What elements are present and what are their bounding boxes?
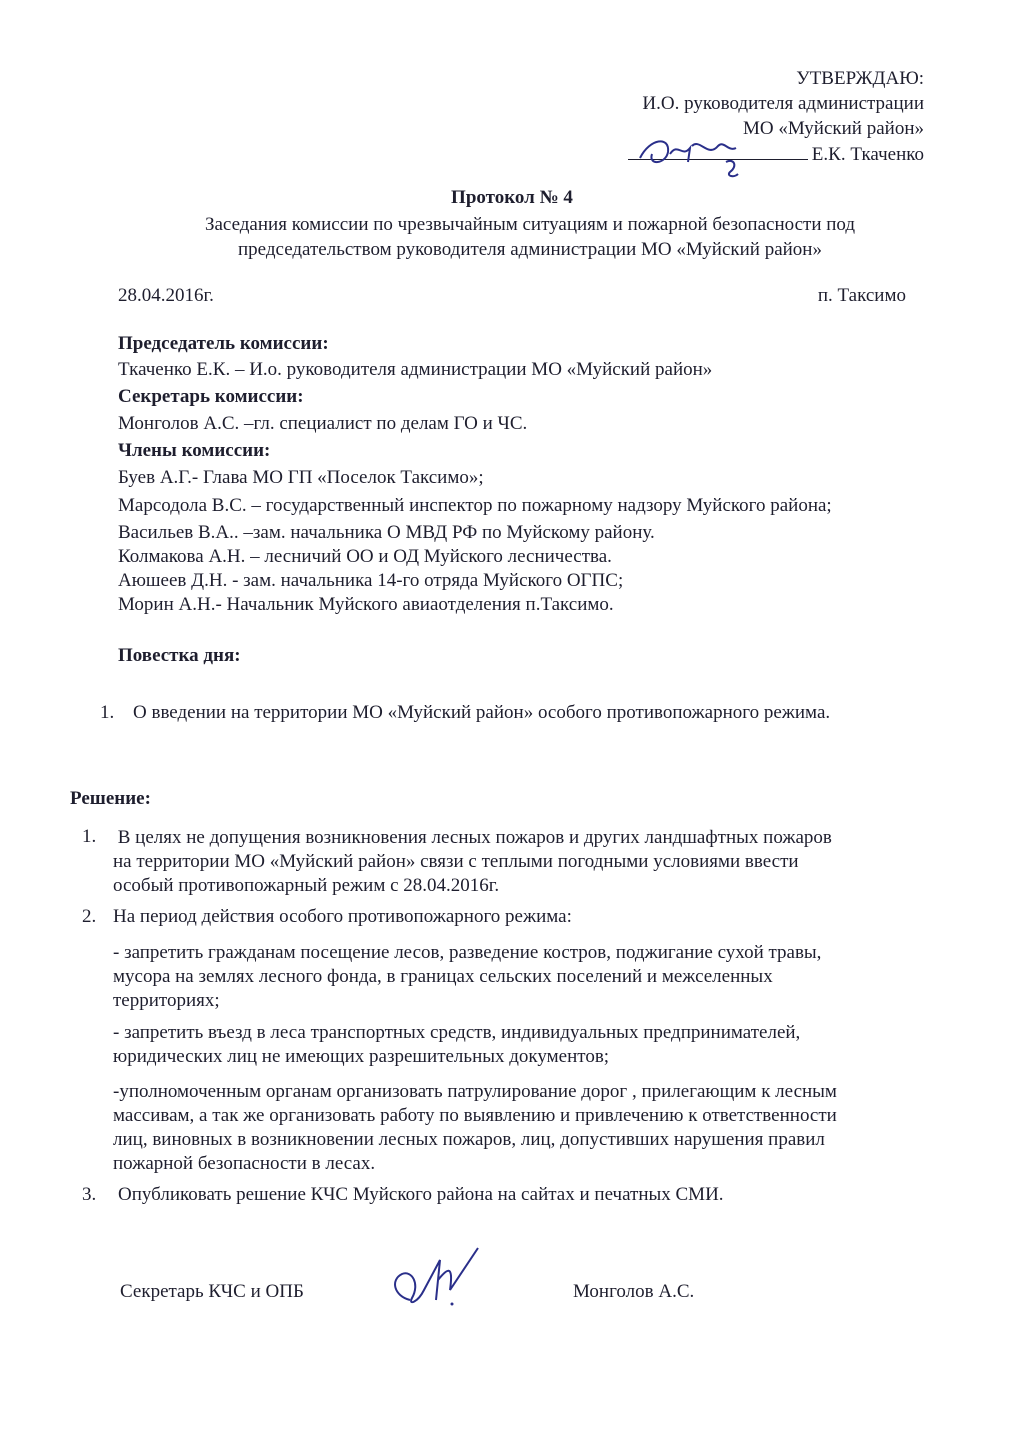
agenda-heading: Повестка дня: [118,645,241,666]
agenda-item-number: 1. [100,702,115,723]
approval-line2: МО «Муйский район» [743,118,924,139]
agenda-item: О введении на территории МО «Муйский район» особого противопожарного режима. [133,702,831,723]
member-item: Марсодола В.С. – государственный инспектор по пожарному надзору Муйского района; [118,495,832,516]
subitem-line: массивам, а так же организовать работу по выявлению и привлечению к ответственности [113,1105,837,1126]
decision-item3-number: 3. [82,1184,97,1205]
approval-signature-icon [630,128,760,184]
decision-item1-number: 1. [82,826,97,847]
decision-item1 [113,826,832,898]
secretary-heading: Секретарь комиссии: [118,386,304,407]
subtitle-line1: Заседания комиссии по чрезвычайным ситуациям и пожарной безопасности под [204,214,856,235]
subitem-line: -уполномоченным органам организовать патрулирование дорог , прилегающим к лесным [113,1081,837,1102]
approval-title: УТВЕРЖДАЮ: [796,68,924,89]
approval-signer: Е.К. Ткаченко [811,144,924,165]
subitem-line: территориях; [113,990,220,1011]
decision-item3: Опубликовать решение КЧС Муйского района на сайтах и печатных СМИ. [118,1184,724,1205]
protocol-subtitle [100,212,960,262]
subitem-line: - запретить въезд в леса транспортных средств, индивидуальных предпринимателей, [113,1022,801,1043]
members-heading: Члены комиссии: [118,440,271,461]
member-item: Морин А.Н.- Начальник Муйского авиаотделения п.Таксимо. [118,594,614,615]
footer-name: Монголов А.С. [573,1281,695,1302]
member-item: Буев А.Г.- Глава МО ГП «Поселок Таксимо»; [118,467,484,488]
decision-item1-line: на территории МО «Муйский район» связи с теплыми погодными условиями ввести [113,851,799,872]
footer-role: Секретарь КЧС и ОПБ [120,1281,304,1302]
decision-item1-line: особый противопожарный режим с 28.04.2016г. [113,875,500,896]
subitem-line: лиц, виновных в возникновении лесных пожаров, лиц, допустивших нарушения правил [113,1129,825,1150]
subitem-line: пожарной безопасности в лесах. [113,1153,376,1174]
decision-subitem-3 [113,1080,837,1176]
subtitle-line2: председательством руководителя администрации МО «Муйский район» [238,239,822,260]
secretary-text: Монголов А.С. –гл. специалист по делам ГО и ЧС. [118,413,528,434]
member-item: Васильев В.А.. –зам. начальника О МВД РФ по Муйскому району. [118,522,655,543]
chair-heading: Председатель комиссии: [118,333,329,354]
decision-item1-line: В целях не допущения возникновения лесных пожаров и других ландшафтных пожаров [113,827,832,848]
subitem-line: - запретить гражданам посещение лесов, разведение костров, поджигание сухой травы, [113,942,822,963]
secretary-signature-icon [380,1240,490,1320]
subitem-line: мусора на землях лесного фонда, в границах сельских поселений и межселенных [113,966,773,987]
chair-text: Ткаченко Е.К. – И.о. руководителя администрации МО «Муйский район» [118,359,713,380]
decision-heading: Решение: [70,788,151,809]
decision-subitem-1 [113,941,821,1013]
member-item: Колмакова А.Н. – лесничий ОО и ОД Муйского лесничества. [118,546,612,567]
protocol-date: 28.04.2016г. [118,285,214,306]
member-item: Аюшеев Д.Н. - зам. начальника 14-го отряда Муйского ОГПС; [118,570,624,591]
decision-subitem-2 [113,1021,800,1069]
protocol-place: п. Таксимо [817,285,906,306]
protocol-title: Протокол № 4 [451,187,573,208]
decision-item2-number: 2. [82,906,97,927]
subitem-line: юридических лиц не имеющих разрешительных документов; [113,1046,610,1067]
decision-item2: На период действия особого противопожарного режима: [113,906,572,927]
approval-line1: И.О. руководителя администрации [642,93,924,114]
